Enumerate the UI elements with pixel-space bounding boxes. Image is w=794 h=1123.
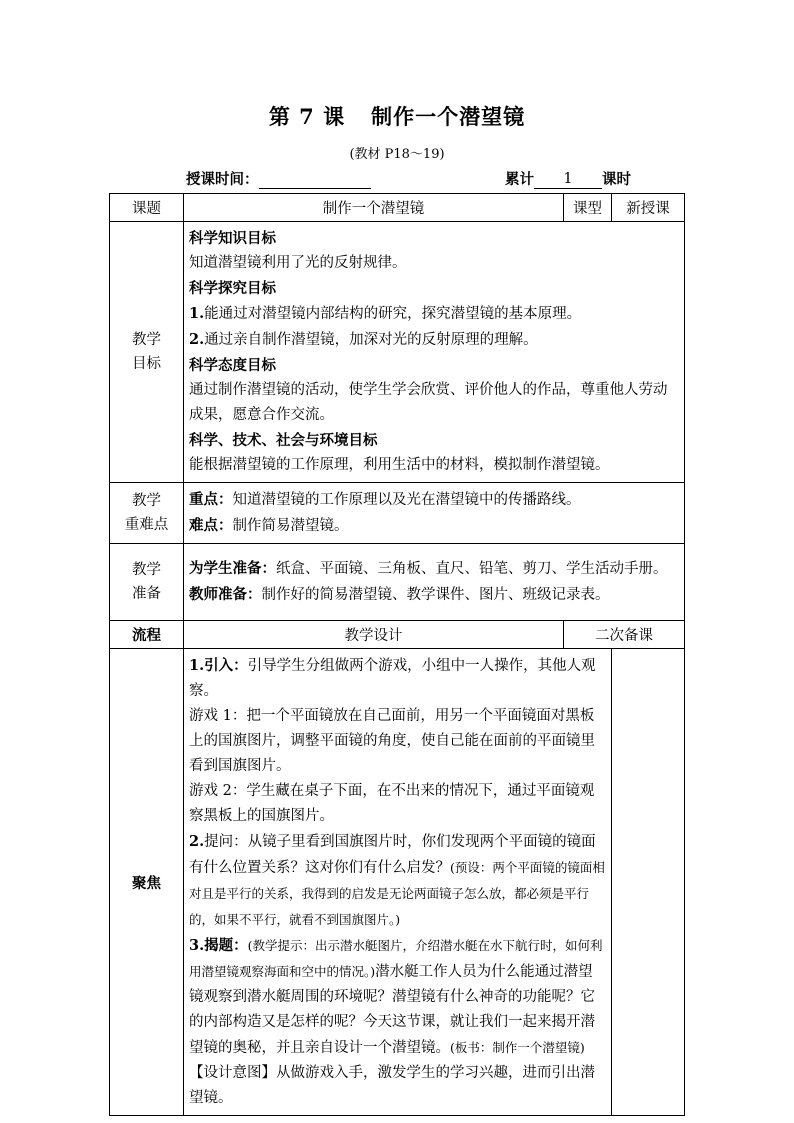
focus-label: 聚焦 <box>110 649 184 1116</box>
lesson-number: 第 7 课 <box>268 104 346 129</box>
second-prep-header: 二次备课 <box>564 621 685 649</box>
intro-step: 1.引入：引导学生分组做两个游戏，小组中一人操作，其他人观察。 <box>189 657 596 699</box>
reveal-step: 3.揭题：(教学提示：出示潜水艇图片，介绍潜水艇在水下航行时，如何利用潜望镜观察海面和空中的情况。)潜水艇工作人员为什么能通过潜望镜观察到潜水艇周围的环境呢？潜望镜有什么神奇的功能呢？它的内部构造又是怎样的呢？今天这节课，就让我们一起来揭开潜望镜的奥秘，并且亲自设计一个潜望镜。(板书：制作一个潜望镜) <box>189 937 603 1056</box>
game-2: 游戏 2：学生藏在桌子下面，在不出来的情况下，通过平面镜观察黑板上的国旗图片。 <box>189 783 595 824</box>
lesson-meta <box>0 168 794 190</box>
topic-value: 制作一个潜望镜 <box>184 194 564 222</box>
lesson-title <box>0 101 794 131</box>
teaching-time-field[interactable] <box>259 171 371 189</box>
inquiry-goal-heading: 科学探究目标 <box>189 280 276 297</box>
type-value: 新授课 <box>612 194 685 222</box>
topic-header: 课题 <box>110 194 184 222</box>
flow-header: 流程 <box>110 621 184 649</box>
key-points-row <box>110 483 685 544</box>
sts-goal-heading: 科学、技术、社会与环境目标 <box>189 432 378 449</box>
focus-content <box>184 649 612 1116</box>
cumulative-hours <box>505 168 631 189</box>
design-intent: 【设计意图】从做游戏入手，激发学生的学习兴趣，进而引出潜望镜。 <box>189 1065 595 1106</box>
key-points-content <box>184 483 685 544</box>
inquiry-goal-2: 2.通过亲自制作潜望镜，加深对光的反射原理的理解。 <box>189 331 538 348</box>
cumulative-value: 1 <box>534 171 602 189</box>
topic-row <box>110 194 685 222</box>
lesson-name: 制作一个潜望镜 <box>371 104 526 129</box>
attitude-goal-heading: 科学态度目标 <box>189 357 276 374</box>
key-points-label: 教学 重难点 <box>110 483 184 544</box>
attitude-goal: 通过制作潜望镜的活动，使学生学会欣赏、评价他人的作品，尊重他人劳动成果，愿意合作交流。 <box>189 382 668 423</box>
game-1: 游戏 1：把一个平面镜放在自己面前，用另一个平面镜面对黑板上的国旗图片，调整平面镜的角度，使自己能在面前的平面镜里看到国旗图片。 <box>189 708 595 774</box>
teacher-preparation: 教师准备：制作好的简易潜望镜、教学课件、图片、班级记录表。 <box>189 586 610 603</box>
focus-row <box>110 649 685 1116</box>
question-step: 2.提问：从镜子里看到国旗图片时，你们发现两个平面镜的镜面有什么位置关系？这对你们有什么启发？(预设：两个平面镜的镜面相对且是平行的关系，我得到的启发是无论两面镜子怎么放，都必须是平行的，如果不平行，就看不到国旗图片。) <box>189 833 605 927</box>
teaching-time <box>186 168 371 189</box>
flow-header-row <box>110 621 685 649</box>
knowledge-goal: 知道潜望镜利用了光的反射规律。 <box>189 255 407 271</box>
lesson-plan-table <box>109 193 685 1116</box>
goals-label: 教学 目标 <box>110 222 184 483</box>
goals-content <box>184 222 685 483</box>
student-preparation: 为学生准备：纸盒、平面镜、三角板、直尺、铅笔、剪刀、学生活动手册。 <box>189 560 668 577</box>
teaching-time-label: 授课时间： <box>186 171 259 188</box>
goals-row <box>110 222 685 483</box>
preparation-row <box>110 544 685 621</box>
difficult-point: 难点：制作简易潜望镜。 <box>189 517 349 534</box>
second-prep-cell[interactable] <box>612 649 685 1116</box>
knowledge-goal-heading: 科学知识目标 <box>189 230 276 247</box>
preparation-label: 教学 准备 <box>110 544 184 621</box>
sts-goal: 能根据潜望镜的工作原理，利用生活中的材料，模拟制作潜望镜。 <box>189 457 610 473</box>
preparation-content <box>184 544 685 621</box>
textbook-pages: (教材 P18～19) <box>349 147 445 162</box>
hours-unit-label: 课时 <box>602 171 631 188</box>
cumulative-label: 累计 <box>505 171 534 188</box>
type-header: 课型 <box>564 194 612 222</box>
key-point: 重点：知道潜望镜的工作原理以及光在潜望镜中的传播路线。 <box>189 491 581 508</box>
inquiry-goal-1: 1.能通过对潜望镜内部结构的研究，探究潜望镜的基本原理。 <box>189 305 582 322</box>
design-header: 教学设计 <box>184 621 564 649</box>
